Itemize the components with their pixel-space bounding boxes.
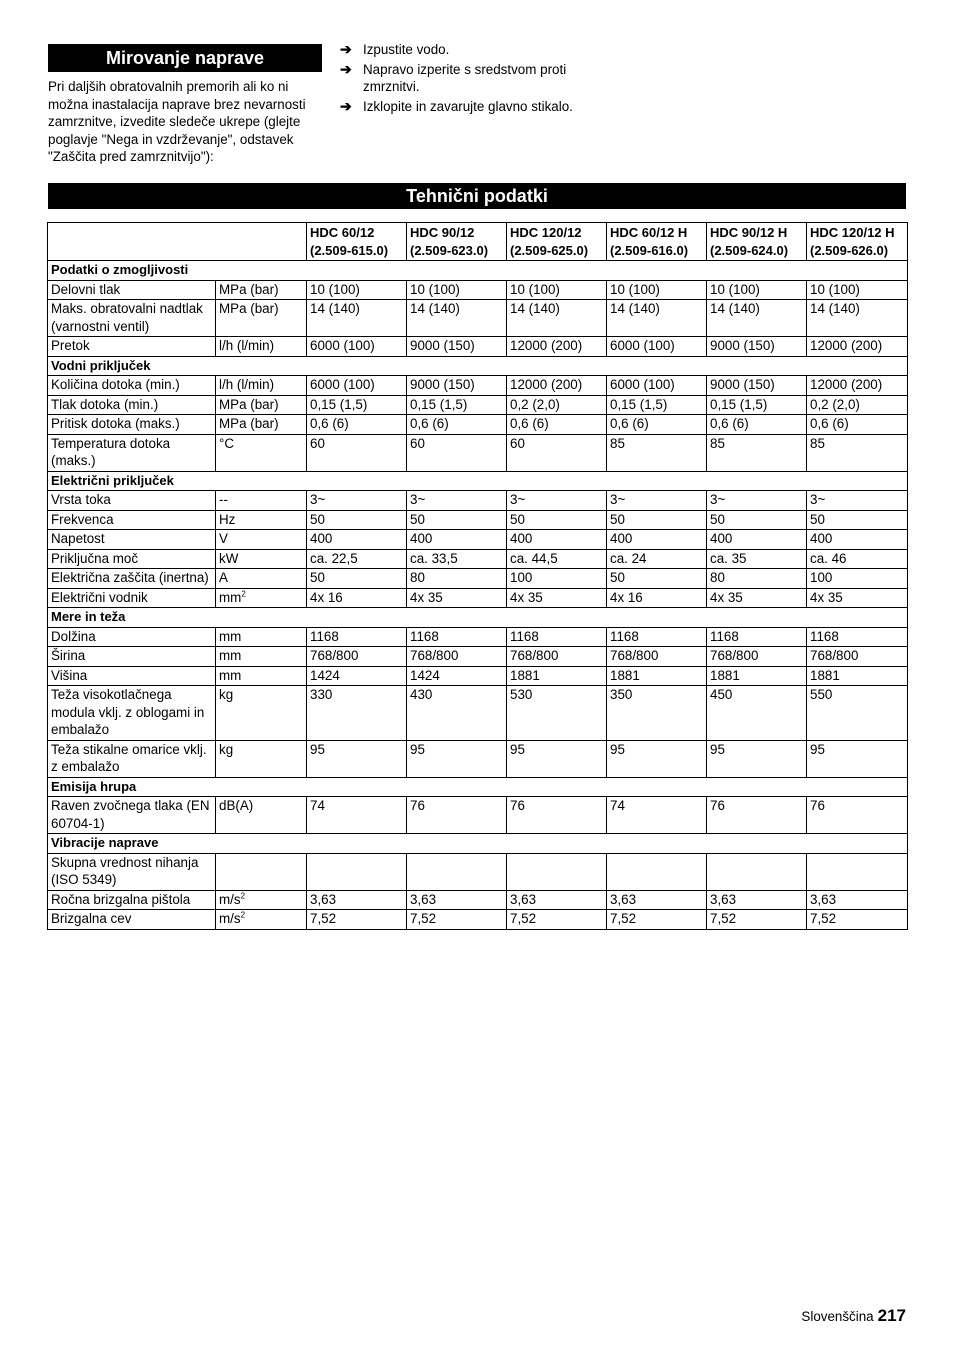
row-unit bbox=[216, 740, 307, 777]
row-unit bbox=[216, 569, 307, 589]
value-cell: 74 bbox=[607, 797, 707, 834]
value-cell: 10 (100) bbox=[307, 280, 407, 300]
model-code: (2.509-626.0) bbox=[810, 242, 889, 258]
group-row bbox=[48, 777, 908, 797]
value-cell: 95 bbox=[707, 740, 807, 777]
value-cell: 14 (140) bbox=[707, 300, 807, 337]
step-item bbox=[340, 41, 610, 59]
value-cell: 50 bbox=[407, 510, 507, 530]
value-cell: 100 bbox=[807, 569, 908, 589]
value-cell: 50 bbox=[507, 510, 607, 530]
unit-text: kW bbox=[219, 550, 239, 566]
model-code: (2.509-616.0) bbox=[610, 242, 689, 258]
value-cell: 4x 35 bbox=[507, 588, 607, 608]
page-number: 217 bbox=[877, 1306, 906, 1325]
row-label: Višina bbox=[48, 666, 216, 686]
step-text: Napravo izperite s sredstvom proti zmrznitvi. bbox=[363, 61, 567, 94]
model-name: HDC 60/12 H bbox=[610, 225, 688, 240]
value-cell: 50 bbox=[607, 510, 707, 530]
row-unit bbox=[216, 337, 307, 357]
value-cell: 6000 (100) bbox=[607, 376, 707, 396]
group-heading: Vodni priključek bbox=[48, 356, 908, 376]
value-cell: 7,52 bbox=[807, 910, 908, 930]
unit-text: kg bbox=[219, 687, 234, 702]
value-cell: 4x 16 bbox=[607, 588, 707, 608]
value-cell: 10 (100) bbox=[607, 280, 707, 300]
value-cell: 768/800 bbox=[307, 647, 407, 667]
table-row bbox=[48, 910, 908, 930]
table-row bbox=[48, 588, 908, 608]
unit-text: l/h (l/min) bbox=[219, 377, 275, 392]
table-row bbox=[48, 740, 908, 777]
table-row bbox=[48, 395, 908, 415]
value-cell: 9000 (150) bbox=[407, 337, 507, 357]
row-label: Napetost bbox=[48, 530, 216, 550]
value-cell: 400 bbox=[607, 530, 707, 550]
row-unit bbox=[216, 434, 307, 471]
group-row bbox=[48, 608, 908, 628]
row-label: Širina bbox=[48, 647, 216, 667]
value-cell: 1881 bbox=[507, 666, 607, 686]
row-label: Teža visokotlačnega modula vklj. z oblogami in embalažo bbox=[48, 686, 216, 741]
value-cell: 0,6 (6) bbox=[807, 415, 908, 435]
unit-text: MPa (bar) bbox=[219, 301, 279, 316]
row-label: Brizgalna cev bbox=[48, 910, 216, 930]
value-cell: ca. 33,5 bbox=[407, 549, 507, 569]
value-cell: 9000 (150) bbox=[707, 376, 807, 396]
table-header-row bbox=[48, 223, 908, 261]
value-cell: 1424 bbox=[407, 666, 507, 686]
group-row bbox=[48, 261, 908, 281]
value-cell: 76 bbox=[707, 797, 807, 834]
unit-text: mm bbox=[219, 628, 242, 644]
row-unit bbox=[216, 300, 307, 337]
unit-text: mm bbox=[219, 648, 242, 663]
value-cell: 768/800 bbox=[807, 647, 908, 667]
value-cell: 50 bbox=[607, 569, 707, 589]
model-code: (2.509-624.0) bbox=[710, 242, 789, 258]
value-cell: 3,63 bbox=[307, 890, 407, 910]
value-cell bbox=[707, 853, 807, 890]
value-cell: 50 bbox=[307, 569, 407, 589]
model-header-cell bbox=[707, 223, 807, 261]
section-title-mirovanje: Mirovanje naprave bbox=[48, 44, 322, 72]
value-cell: 14 (140) bbox=[607, 300, 707, 337]
row-label: Pretok bbox=[48, 337, 216, 357]
row-unit bbox=[216, 853, 307, 890]
table-row bbox=[48, 434, 908, 471]
value-cell: 7,52 bbox=[507, 910, 607, 930]
value-cell bbox=[607, 853, 707, 890]
row-label: Pritisk dotoka (maks.) bbox=[48, 415, 216, 435]
instruction-steps bbox=[340, 41, 610, 117]
row-unit bbox=[216, 588, 307, 608]
row-label: Delovni tlak bbox=[48, 280, 216, 300]
value-cell: 7,52 bbox=[607, 910, 707, 930]
value-cell bbox=[507, 853, 607, 890]
value-cell: 350 bbox=[607, 686, 707, 741]
value-cell: 85 bbox=[707, 434, 807, 471]
value-cell: 3,63 bbox=[507, 890, 607, 910]
table-row bbox=[48, 797, 908, 834]
model-code: (2.509-623.0) bbox=[410, 242, 489, 258]
model-header-cell bbox=[307, 223, 407, 261]
value-cell: ca. 44,5 bbox=[507, 549, 607, 569]
unit-superscript: 2 bbox=[240, 891, 246, 901]
row-unit bbox=[216, 627, 307, 647]
value-cell: 10 (100) bbox=[407, 280, 507, 300]
table-row bbox=[48, 415, 908, 435]
value-cell: 530 bbox=[507, 686, 607, 741]
row-unit bbox=[216, 280, 307, 300]
row-unit bbox=[216, 510, 307, 530]
group-heading: Vibracije naprave bbox=[48, 834, 908, 854]
unit-text: °C bbox=[219, 435, 235, 451]
row-label: Dolžina bbox=[48, 627, 216, 647]
value-cell: 10 (100) bbox=[507, 280, 607, 300]
table-row bbox=[48, 530, 908, 550]
value-cell: 95 bbox=[607, 740, 707, 777]
value-cell: 768/800 bbox=[707, 647, 807, 667]
value-cell: 95 bbox=[807, 740, 908, 777]
unit-text: Hz bbox=[219, 511, 236, 527]
value-cell: 3~ bbox=[607, 491, 707, 511]
row-label: Maks. obratovalni nadtlak (varnostni ventil) bbox=[48, 300, 216, 337]
model-header-cell bbox=[507, 223, 607, 261]
row-unit bbox=[216, 415, 307, 435]
value-cell: 95 bbox=[407, 740, 507, 777]
table-row bbox=[48, 853, 908, 890]
value-cell: 60 bbox=[307, 434, 407, 471]
page-footer bbox=[801, 1306, 906, 1326]
value-cell: 12000 (200) bbox=[507, 376, 607, 396]
value-cell: 0,6 (6) bbox=[707, 415, 807, 435]
value-cell: 0,6 (6) bbox=[607, 415, 707, 435]
value-cell: 1168 bbox=[507, 627, 607, 647]
value-cell: ca. 24 bbox=[607, 549, 707, 569]
unit-text: l/h (l/min) bbox=[219, 338, 275, 353]
row-unit bbox=[216, 376, 307, 396]
section-title-tehnicni-podatki: Tehnični podatki bbox=[48, 183, 906, 209]
arrow-right-icon: ➔ bbox=[340, 41, 352, 57]
table-row bbox=[48, 627, 908, 647]
value-cell: 60 bbox=[407, 434, 507, 471]
row-unit bbox=[216, 910, 307, 930]
model-name: HDC 60/12 bbox=[310, 225, 375, 240]
row-label: Priključna moč bbox=[48, 549, 216, 569]
group-heading: Podatki o zmogljivosti bbox=[48, 261, 908, 281]
table-row bbox=[48, 569, 908, 589]
value-cell: 6000 (100) bbox=[307, 376, 407, 396]
value-cell: 0,6 (6) bbox=[407, 415, 507, 435]
value-cell: 0,15 (1,5) bbox=[407, 395, 507, 415]
table-row bbox=[48, 337, 908, 357]
value-cell bbox=[307, 853, 407, 890]
row-unit bbox=[216, 890, 307, 910]
row-label: Ročna brizgalna pištola bbox=[48, 890, 216, 910]
model-header-cell bbox=[407, 223, 507, 261]
unit-text: dB(A) bbox=[219, 798, 254, 813]
value-cell: 4x 35 bbox=[407, 588, 507, 608]
value-cell: 6000 (100) bbox=[607, 337, 707, 357]
row-label: Raven zvočnega tlaka (EN 60704-1) bbox=[48, 797, 216, 834]
value-cell: 12000 (200) bbox=[807, 376, 908, 396]
unit-text: MPa (bar) bbox=[219, 281, 279, 297]
value-cell: 768/800 bbox=[607, 647, 707, 667]
value-cell: 550 bbox=[807, 686, 908, 741]
value-cell bbox=[807, 853, 908, 890]
value-cell: 4x 35 bbox=[807, 588, 908, 608]
value-cell: ca. 46 bbox=[807, 549, 908, 569]
table-row bbox=[48, 280, 908, 300]
model-code: (2.509-615.0) bbox=[310, 242, 389, 258]
table-row bbox=[48, 666, 908, 686]
value-cell: 12000 (200) bbox=[507, 337, 607, 357]
value-cell: 1168 bbox=[707, 627, 807, 647]
model-code: (2.509-625.0) bbox=[510, 242, 589, 258]
value-cell: 400 bbox=[507, 530, 607, 550]
value-cell: 76 bbox=[407, 797, 507, 834]
step-text: Izklopite in zavarujte glavno stikalo. bbox=[363, 98, 573, 114]
value-cell: 3~ bbox=[407, 491, 507, 511]
unit-text: V bbox=[219, 531, 228, 546]
unit-text: mm bbox=[219, 667, 242, 683]
value-cell: 100 bbox=[507, 569, 607, 589]
row-label: Količina dotoka (min.) bbox=[48, 376, 216, 396]
unit-text: kg bbox=[219, 741, 234, 757]
value-cell: 50 bbox=[807, 510, 908, 530]
model-name: HDC 120/12 H bbox=[810, 225, 895, 240]
unit-text: A bbox=[219, 570, 228, 585]
row-label: Električna zaščita (inertna) bbox=[48, 569, 216, 589]
value-cell: 330 bbox=[307, 686, 407, 741]
value-cell: 60 bbox=[507, 434, 607, 471]
group-row bbox=[48, 834, 908, 854]
row-label: Temperatura dotoka (maks.) bbox=[48, 434, 216, 471]
row-unit bbox=[216, 530, 307, 550]
value-cell: 80 bbox=[407, 569, 507, 589]
value-cell: 14 (140) bbox=[807, 300, 908, 337]
step-item bbox=[340, 61, 610, 96]
value-cell: 3,63 bbox=[607, 890, 707, 910]
group-heading: Emisija hrupa bbox=[48, 777, 908, 797]
step-text: Izpustite vodo. bbox=[363, 42, 450, 57]
value-cell: 3,63 bbox=[807, 890, 908, 910]
row-unit bbox=[216, 666, 307, 686]
value-cell: 14 (140) bbox=[307, 300, 407, 337]
value-cell: 6000 (100) bbox=[307, 337, 407, 357]
model-header-cell bbox=[607, 223, 707, 261]
value-cell: 85 bbox=[607, 434, 707, 471]
value-cell: 0,15 (1,5) bbox=[307, 395, 407, 415]
value-cell: 1881 bbox=[707, 666, 807, 686]
unit-text: MPa (bar) bbox=[219, 396, 279, 412]
value-cell: 14 (140) bbox=[407, 300, 507, 337]
row-label: Tlak dotoka (min.) bbox=[48, 395, 216, 415]
value-cell bbox=[407, 853, 507, 890]
value-cell: 400 bbox=[807, 530, 908, 550]
model-header-cell bbox=[807, 223, 908, 261]
value-cell: 1168 bbox=[607, 627, 707, 647]
unit-text: m/s bbox=[219, 891, 241, 907]
value-cell: 0,15 (1,5) bbox=[607, 395, 707, 415]
value-cell: 0,15 (1,5) bbox=[707, 395, 807, 415]
unit-text: -- bbox=[219, 492, 228, 507]
value-cell: 10 (100) bbox=[807, 280, 908, 300]
value-cell: 1168 bbox=[407, 627, 507, 647]
row-label: Vrsta toka bbox=[48, 491, 216, 511]
model-name: HDC 120/12 bbox=[510, 225, 582, 240]
value-cell: 3,63 bbox=[707, 890, 807, 910]
row-unit bbox=[216, 549, 307, 569]
footer-language: Slovenščina bbox=[801, 1309, 874, 1324]
value-cell: 1168 bbox=[807, 627, 908, 647]
value-cell: 74 bbox=[307, 797, 407, 834]
table-row bbox=[48, 300, 908, 337]
value-cell: 3~ bbox=[707, 491, 807, 511]
row-label: Frekvenca bbox=[48, 510, 216, 530]
section-paragraph: Pri daljših obratovalnih premorih ali ko ni možna inastalacija naprave brez nevarnosti zamrznitve, izvedite sledeče ukrepe (glejte poglavje "Nega in vzdrževanje", odstavek "Zaščita pred zamrznitvijo"): bbox=[48, 79, 306, 164]
value-cell: 76 bbox=[507, 797, 607, 834]
value-cell: 768/800 bbox=[407, 647, 507, 667]
value-cell: 95 bbox=[307, 740, 407, 777]
value-cell: 0,6 (6) bbox=[307, 415, 407, 435]
value-cell: 430 bbox=[407, 686, 507, 741]
value-cell: 3~ bbox=[807, 491, 908, 511]
value-cell: 4x 35 bbox=[707, 588, 807, 608]
value-cell: ca. 35 bbox=[707, 549, 807, 569]
value-cell: 50 bbox=[307, 510, 407, 530]
value-cell: 400 bbox=[407, 530, 507, 550]
group-row bbox=[48, 356, 908, 376]
unit-text: m/s bbox=[219, 911, 241, 926]
row-label: Teža stikalne omarice vklj. z embalažo bbox=[48, 740, 216, 777]
value-cell: 450 bbox=[707, 686, 807, 741]
table-row bbox=[48, 491, 908, 511]
value-cell: 0,2 (2,0) bbox=[807, 395, 908, 415]
value-cell: 12000 (200) bbox=[807, 337, 908, 357]
arrow-right-icon: ➔ bbox=[340, 97, 352, 114]
value-cell: 14 (140) bbox=[507, 300, 607, 337]
value-cell: 768/800 bbox=[507, 647, 607, 667]
group-heading: Mere in teža bbox=[48, 608, 908, 628]
value-cell: 7,52 bbox=[307, 910, 407, 930]
model-name: HDC 90/12 H bbox=[710, 225, 788, 240]
table-row bbox=[48, 510, 908, 530]
value-cell: 7,52 bbox=[707, 910, 807, 930]
value-cell: 80 bbox=[707, 569, 807, 589]
value-cell: 50 bbox=[707, 510, 807, 530]
step-item bbox=[340, 98, 610, 116]
row-label: Električni vodnik bbox=[48, 588, 216, 608]
value-cell: 85 bbox=[807, 434, 908, 471]
value-cell: 4x 16 bbox=[307, 588, 407, 608]
table-row bbox=[48, 647, 908, 667]
value-cell: 10 (100) bbox=[707, 280, 807, 300]
arrow-right-icon: ➔ bbox=[340, 60, 352, 77]
value-cell: 400 bbox=[307, 530, 407, 550]
group-heading: Električni priključek bbox=[48, 471, 908, 491]
value-cell: 1881 bbox=[807, 666, 908, 686]
unit-superscript: 2 bbox=[241, 589, 246, 599]
value-cell: 3~ bbox=[307, 491, 407, 511]
value-cell: 0,6 (6) bbox=[507, 415, 607, 435]
row-label: Skupna vrednost nihanja (ISO 5349) bbox=[48, 853, 216, 890]
row-unit bbox=[216, 647, 307, 667]
value-cell: 95 bbox=[507, 740, 607, 777]
table-row bbox=[48, 376, 908, 396]
table-row bbox=[48, 890, 908, 910]
value-cell: 1424 bbox=[307, 666, 407, 686]
value-cell: 1168 bbox=[307, 627, 407, 647]
value-cell: 7,52 bbox=[407, 910, 507, 930]
row-unit bbox=[216, 395, 307, 415]
unit-superscript: 2 bbox=[240, 910, 246, 920]
row-unit bbox=[216, 686, 307, 741]
table-row bbox=[48, 549, 908, 569]
unit-text: mm bbox=[219, 589, 242, 605]
value-cell: 3,63 bbox=[407, 890, 507, 910]
model-name: HDC 90/12 bbox=[410, 225, 475, 240]
value-cell: 400 bbox=[707, 530, 807, 550]
value-cell: ca. 22,5 bbox=[307, 549, 407, 569]
header-blank-cell bbox=[48, 223, 307, 261]
group-row bbox=[48, 471, 908, 491]
row-unit bbox=[216, 491, 307, 511]
table-row bbox=[48, 686, 908, 741]
row-unit bbox=[216, 797, 307, 834]
technical-data-table bbox=[47, 222, 908, 930]
value-cell: 9000 (150) bbox=[407, 376, 507, 396]
value-cell: 76 bbox=[807, 797, 908, 834]
value-cell: 1881 bbox=[607, 666, 707, 686]
value-cell: 3~ bbox=[507, 491, 607, 511]
value-cell: 9000 (150) bbox=[707, 337, 807, 357]
value-cell: 0,2 (2,0) bbox=[507, 395, 607, 415]
unit-text: MPa (bar) bbox=[219, 416, 279, 431]
